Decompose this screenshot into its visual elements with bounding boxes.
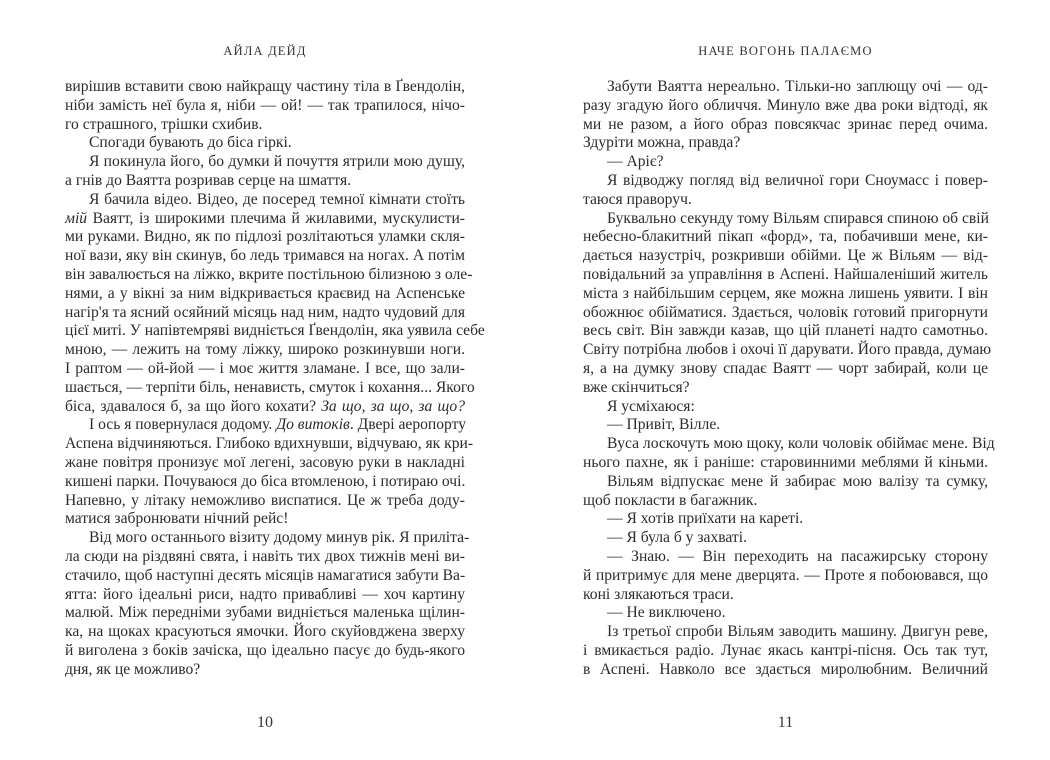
text-line: го страшного, трішки схибив. [65, 115, 263, 133]
text-line: жане повітря пронизує мої легені, засовую руки в накладні [65, 453, 465, 471]
text-line: Я відводжу погляд від величної гори Сноумасс і повер- [607, 171, 988, 189]
text-line: матися забронювати нічний рейс! [65, 510, 289, 528]
line-text: Ваятт, із широкими плечима й жилавими, мускулисти- [87, 209, 465, 227]
text-line: дня, як це можливо? [65, 660, 201, 678]
text-line: в Аспені. Навколо все здається миролюбним. Величний [583, 660, 988, 678]
text-line: міста з найбільшим серцем, яке можна лишень уявити. І він [583, 284, 988, 302]
left-page-body [65, 78, 485, 680]
text-line: — Я хотів приїхати на кареті. [607, 510, 804, 528]
text-line: цієї миті. У напівтемряві видніється Ґвендолін, яка уявила себе [65, 322, 485, 340]
text-line: і вмикається радіо. Лунає якась кантрі-пісня. Ось так тут, [583, 641, 988, 659]
text-line: Напевно, у літаку неможливо виспатися. Це ж треба доду- [65, 491, 465, 509]
text-line: небесно-блакитний пікап «форд», та, побачивши мене, ки- [583, 228, 988, 246]
text-line: таюся праворуч. [583, 190, 692, 208]
text-line: Аспена відчиняються. Глибоко вдихнувши, відчуваю, як кри- [65, 435, 474, 453]
right-page [525, 0, 1050, 760]
right-page-body [583, 78, 995, 680]
line-text: біса, здавалося б, за що його кохати? [65, 397, 322, 415]
line-text: . Двері аеропорту [349, 416, 467, 434]
text-line: а гнів до Ваятта розривав серце на шмаття. [65, 171, 352, 189]
text-line: стачило, щоб наступні десять місяців намагатися забути Ва- [65, 566, 466, 584]
text-line [65, 398, 465, 417]
text-line: Спогади бувають до біса гіркі. [89, 134, 292, 152]
text-line: він завалюється на ліжко, вкрите постільною білизною з оле- [65, 265, 473, 283]
running-head-title: НАЧЕ ВОГОНЬ ПАЛАЄМО [698, 44, 873, 58]
text-line: й притримує для мене дверцята. — Проте я побоювався, що [583, 566, 988, 584]
text-line: малюй. Між передніми зубами видніється маленька щілин- [65, 604, 465, 622]
text-line: нями, а у вікні за ним відкривається краєвид на Аспенське [65, 284, 465, 302]
text-line: ніби замість неї була я, ніби — ой! — так трапилося, нічо- [65, 96, 465, 114]
text-line: й виголена з боків зачіска, що ідеально пасує до будь-якого [65, 641, 465, 659]
text-line: ка, на щоках красуються ямочки. Його скуйовджена зверху [65, 623, 465, 641]
text-line: нього пахне, як і раніше: старовинними меблями й кіньми. [583, 453, 988, 471]
text-line: разу згадую його обличчя. Минуло вже два роки відтоді, як [583, 96, 988, 114]
text-line: Забути Ваятта нереально. Тільки-но заплющу очі — од- [607, 78, 988, 95]
text-line: я, а на думку знову спадає Ваятт — чорт забирай, коли це [583, 359, 988, 377]
running-head-author: АЙЛА ДЕЙД [223, 44, 307, 58]
text-line: мною, — лежить на тому ліжку, широко розкинувши ноги. [65, 341, 465, 359]
text-line: Здуріти можна, правда? [583, 134, 741, 152]
text-line [65, 416, 465, 435]
text-line: І раптом — ой-йой — і моє життя зламане. І все, що зали- [65, 359, 465, 377]
text-line: Я покинула його, бо думки й почуття ятрили мою душу, [89, 153, 465, 171]
text-line: дається назустріч, розкривши обійми. Це ж Вільям — від- [583, 247, 988, 265]
text-line: — Привіт, Вілле. [607, 416, 721, 434]
text-line: Із третьої спроби Вільям заводить машину. Двигун реве, [607, 623, 988, 641]
text-line: Я бачила відео. Відео, де посеред темної кімнати стоїть [89, 190, 465, 208]
text-line: Я усміхаюся: [607, 397, 695, 415]
text-line: ної вази, яку він скинув, бо ледь тримався на ногах. А потім [65, 247, 465, 265]
text-line: вже скінчиться? [583, 378, 690, 396]
text-line: — Знаю. — Він переходить на пасажирську сторону [607, 547, 988, 565]
italic-text: мій [65, 209, 88, 227]
text-line: шається, — терпіти біль, ненависть, смуток і кохання... Якого [65, 378, 475, 396]
text-line: ми руками. Видно, як по підлозі розлітаються уламки скля- [65, 228, 465, 246]
text-line: весь світ. Він завжди казав, що цій планеті надто самотньо. [583, 322, 988, 340]
text-line: нагір'я та ясний осяйний місяць над ним, надто чудовий для [65, 303, 465, 321]
text-line [65, 210, 465, 229]
text-line: — Аріє? [607, 153, 664, 171]
text-line: Буквально секунду тому Вільям спирався спиною об свій [607, 209, 989, 227]
text-line: ятта: його ідеальні риси, надто привабливі — хоч картину [65, 585, 465, 603]
text-line: обожнює обійматися. Здається, чоловік готовий пригорнути [583, 303, 988, 321]
page-number: 11 [777, 714, 794, 731]
page-number: 10 [257, 714, 273, 731]
text-line: кишені парки. Почуваюся до біса втомленою, і потираю очі. [65, 472, 466, 490]
text-line: Світу потрібна любов і охочі її дарувати. Його правда, думаю [583, 341, 992, 359]
text-line: щоб покласти в багажник. [583, 491, 758, 509]
italic-text: За що, за що, за що? [321, 397, 465, 415]
italic-text: До витоків [276, 416, 350, 434]
text-line: — Я була б у захваті. [607, 529, 747, 547]
text-line: — Не виключено. [607, 604, 726, 622]
text-line: ла сюди на різдвяні свята, і навіть тих двох тижнів мені ви- [65, 547, 465, 565]
line-text: І ось я повернулася додому. [89, 416, 277, 434]
text-line: Вуса лоскочуть мою щоку, коли чоловік обіймає мене. Від [607, 435, 995, 453]
text-line: Вільям відпускає мене й забирає мою валізу та сумку, [607, 472, 988, 490]
text-line: ми не разом, а його образ повсякчас зринає перед очима. [583, 115, 988, 133]
text-line: Від мого останнього візиту додому минув рік. Я приліта- [89, 529, 470, 547]
text-line: повідальний за управління в Аспені. Найшаленіший житель [583, 265, 988, 283]
text-line: вирішив вставити свою найкращу частину тіла в Ґвендолін, [65, 78, 465, 95]
text-line: коні злякаються траси. [583, 585, 734, 603]
